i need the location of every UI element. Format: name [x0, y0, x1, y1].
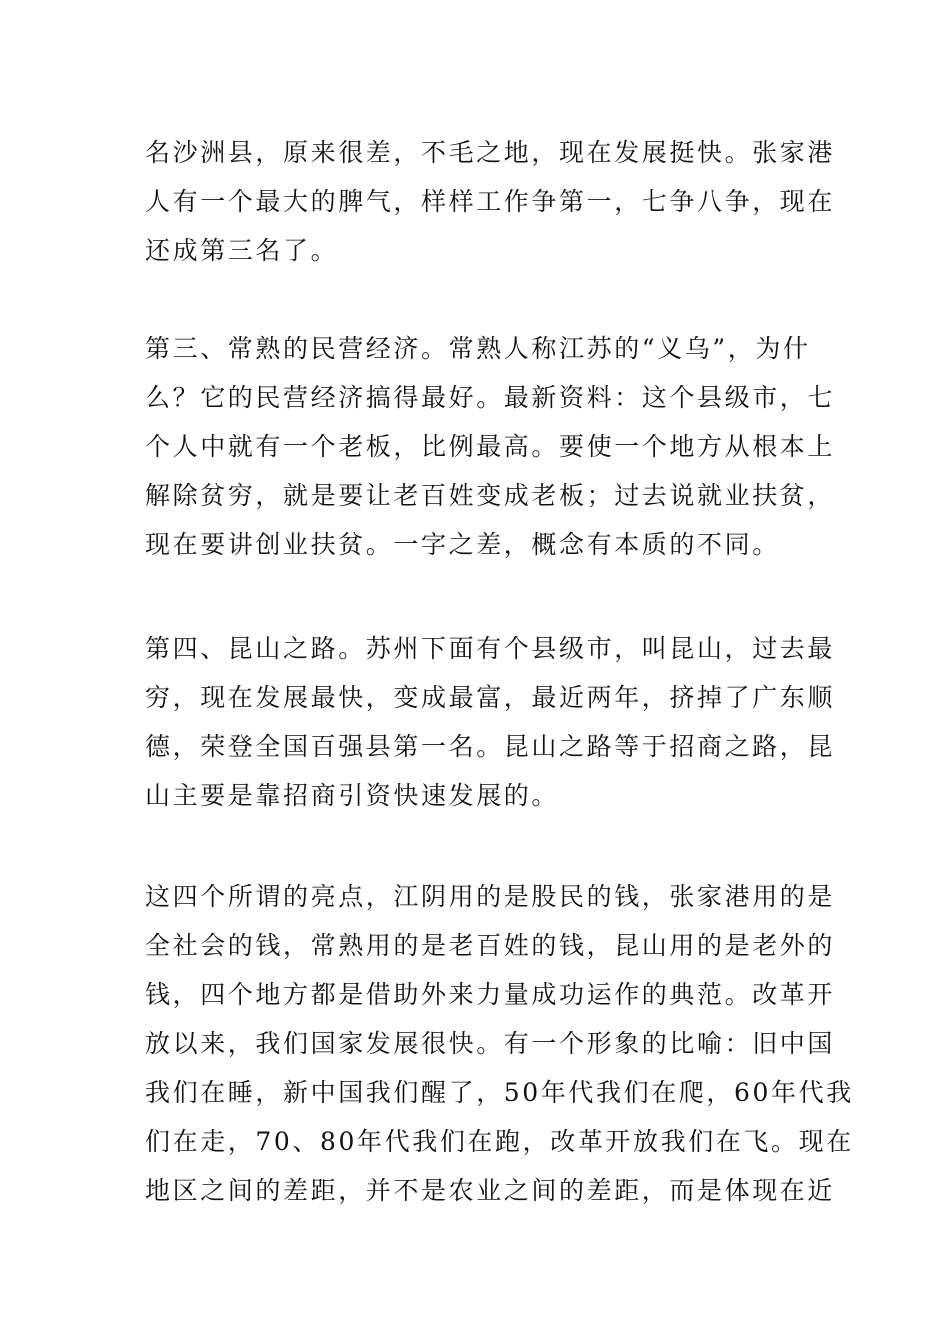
- paragraph-kunshan: [145, 624, 836, 820]
- paragraph-line: 还成第三名了。: [145, 236, 339, 265]
- paragraph-line: 么？它的民营经济搞得最好。最新资料：这个县级市，七: [145, 383, 836, 412]
- paragraph-line: 全社会的钱，常熟用的是老百姓的钱，昆山用的是老外的: [145, 931, 836, 960]
- paragraph-changshu: [145, 324, 836, 569]
- paragraph-line: 德，荣登全国百强县第一名。昆山之路等于招商之路，昆: [145, 732, 836, 761]
- paragraph-line: 们在走，70、80年代我们在跑，改革开放我们在飞。现在: [145, 1127, 854, 1156]
- paragraph-line: 山主要是靠招商引资快速发展的。: [145, 781, 560, 810]
- paragraph-line: 第三、常熟的民营经济。常熟人称江苏的“义乌”，为什: [145, 334, 811, 363]
- paragraph-summary: [145, 872, 854, 1215]
- paragraph-line: 个人中就有一个老板，比例最高。要使一个地方从根本上: [145, 432, 836, 461]
- paragraph-line: 解除贫穷，就是要让老百姓变成老板；过去说就业扶贫，: [145, 481, 836, 510]
- paragraph-line: 第四、昆山之路。苏州下面有个县级市，叫昆山，过去最: [145, 634, 836, 663]
- paragraph-line: 钱，四个地方都是借助外来力量成功运作的典范。改革开: [145, 980, 836, 1009]
- paragraph-line: 地区之间的差距，并不是农业之间的差距，而是体现在近: [145, 1176, 836, 1205]
- paragraph-line: 人有一个最大的脾气，样样工作争第一，七争八争，现在: [145, 187, 836, 216]
- paragraph-line: 放以来，我们国家发展很快。有一个形象的比喻：旧中国: [145, 1029, 836, 1058]
- paragraph-line: 现在要讲创业扶贫。一字之差，概念有本质的不同。: [145, 530, 780, 559]
- paragraph-line: 名沙洲县，原来很差，不毛之地，现在发展挺快。张家港: [145, 138, 836, 167]
- paragraph-line: 我们在睡，新中国我们醒了，50年代我们在爬，60年代我: [145, 1078, 854, 1107]
- paragraph-line: 穷，现在发展最快，变成最富，最近两年，挤掉了广东顺: [145, 683, 836, 712]
- paragraph-zhangjiagang: [145, 128, 836, 275]
- paragraph-line: 这四个所谓的亮点，江阴用的是股民的钱，张家港用的是: [145, 882, 836, 911]
